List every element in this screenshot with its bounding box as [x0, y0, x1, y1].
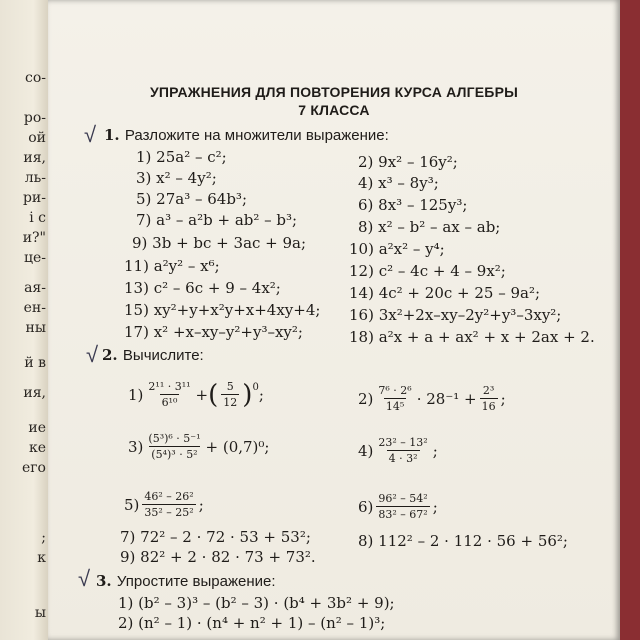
task3-item: 1) (b² – 3)³ – (b² – 3) · (b⁴ + 3b² + 9); [118, 594, 395, 612]
fraction [146, 380, 192, 409]
fraction [376, 436, 429, 465]
margin-fragment: ая- [24, 280, 46, 296]
fraction-denominator: 35² – 25² [144, 506, 194, 519]
check-mark-icon: √ [78, 566, 91, 591]
expr-label: 4) [358, 441, 374, 460]
fraction [146, 432, 202, 461]
margin-fragment: и?" [22, 230, 46, 246]
margin-fragment: це- [23, 250, 46, 266]
fraction-numerator: 23² – 13² [378, 436, 428, 449]
task1-heading [104, 126, 389, 144]
task1-item: 12) c² – 4c + 4 – 9x²; [349, 262, 506, 280]
margin-fragment: й в [24, 355, 46, 371]
task2-item: 9) 82² + 2 · 82 · 73 + 73². [120, 548, 316, 566]
operator: · 28⁻¹ + [416, 389, 477, 408]
margin-fragment: ри- [22, 190, 46, 206]
task1-item: 15) xy²+y+x²y+x+4xy+4; [124, 301, 321, 319]
margin-fragment: к [37, 550, 46, 566]
fraction-numerator: 2¹¹ · 3¹¹ [148, 380, 191, 393]
fraction-numerator: 96² – 54² [378, 492, 428, 505]
task2-expression-5 [124, 490, 204, 519]
check-mark-icon: √ [86, 342, 99, 367]
task2-expression-4 [358, 436, 438, 465]
margin-fragment: ен- [23, 300, 46, 316]
fraction-numerator: (5³)⁶ · 5⁻¹ [148, 432, 201, 445]
margin-fragment: его [21, 460, 46, 476]
task2-item: 7) 72² – 2 · 72 · 53 + 53²; [120, 528, 311, 546]
fraction-denominator: 12 [223, 396, 238, 409]
fraction [376, 384, 413, 413]
task1-item: 3) x² – 4y²; [136, 169, 217, 187]
expr-label: 3) [128, 437, 144, 456]
adjacent-page-edge [0, 0, 48, 640]
operator: + [195, 385, 209, 404]
task3-text: Упростите выражение: [116, 573, 276, 590]
margin-fragment: i с [29, 210, 46, 226]
fraction [480, 384, 498, 413]
fraction-numerator: 2³ [482, 384, 495, 397]
margin-fragment: ия, [23, 150, 46, 166]
fraction-numerator: 5 [226, 380, 234, 393]
margin-fragment: ны [25, 320, 46, 336]
task2-text: Вычислите: [122, 347, 204, 364]
task2-number: 2. [102, 346, 118, 364]
task1-item: 13) c² – 6c + 9 – 4x²; [124, 279, 281, 297]
fraction-denominator: 16 [481, 400, 496, 413]
margin-fragment: ке [28, 440, 46, 456]
task1-item: 11) a²y² – x⁶; [124, 257, 220, 275]
task1-item: 8) x² – b² – ax – ab; [358, 218, 501, 236]
fraction [142, 490, 195, 519]
task1-item: 9) 3b + bc + 3ac + 9a; [132, 234, 307, 252]
task1-item: 2) 9x² – 16y²; [358, 153, 458, 171]
task2-item: 8) 112² – 2 · 112 · 56 + 56²; [358, 532, 568, 550]
task1-item: 7) a³ – a²b + ab² – b³; [136, 211, 298, 229]
margin-fragment: ы [34, 605, 46, 621]
task1-item: 17) x² +x–xy–y²+y³–xy²; [124, 323, 303, 341]
fraction-numerator: 46² – 26² [144, 490, 194, 503]
expr-label: 6) [358, 497, 374, 516]
task2-expression-6 [358, 492, 438, 521]
task1-item: 14) 4c² + 20c + 25 – 9a²; [349, 284, 541, 302]
page-subtitle: 7 КЛАССА [298, 102, 370, 118]
margin-fragment: ль- [24, 170, 46, 186]
margin-fragment: ой [28, 130, 46, 146]
fraction-denominator: 4 · 3² [388, 452, 418, 465]
task2-expression-2 [358, 384, 506, 413]
page-title: УПРАЖНЕНИЯ ДЛЯ ПОВТОРЕНИЯ КУРСА АЛГЕБРЫ [149, 84, 519, 100]
margin-fragment: со- [25, 70, 46, 86]
task3-heading [96, 572, 276, 590]
task2-heading [102, 346, 204, 364]
task1-item: 4) x³ – 8y³; [358, 174, 439, 192]
margin-fragment: ие [28, 420, 46, 436]
fraction [221, 380, 239, 409]
expr-label: 2) [358, 389, 374, 408]
task1-item: 10) a²x² – y⁴; [349, 240, 445, 258]
task3-number: 3. [96, 572, 112, 590]
expr-end: ; [500, 389, 506, 408]
task1-item: 16) 3x²+2x–xy–2y²+y³–3xy²; [349, 306, 562, 324]
check-mark-icon: √ [84, 122, 97, 147]
parenthesized-fraction: ( $\frac{5}{12}$ ) 0 [208, 379, 259, 410]
task2-expression-3 [128, 432, 269, 461]
expr-end: ; [198, 495, 204, 514]
task1-item: 5) 27a³ – 64b³; [136, 190, 247, 208]
fraction-numerator: 7⁶ · 2⁶ [378, 384, 412, 397]
fraction-denominator: 6¹⁰ [161, 396, 178, 409]
task1-item: 6) 8x³ – 125y³; [358, 196, 468, 214]
task1-item: 1) 25a² – c²; [136, 148, 227, 166]
task1-number: 1. [104, 126, 120, 144]
fraction-denominator: 14⁵ [385, 400, 405, 413]
expr-tail: + (0,7)⁰; [205, 437, 270, 456]
margin-fragment: ро- [23, 110, 46, 126]
fraction-denominator: 83² – 67² [378, 508, 428, 521]
exponent: 0 [252, 382, 259, 393]
expr-label: 5) [124, 495, 140, 514]
task1-text: Разложите на множители выражение: [124, 127, 389, 144]
margin-fragment: ия, [23, 385, 46, 401]
task1-item: 18) a²x + a + ax² + x + 2ax + 2. [349, 328, 595, 346]
fraction-denominator: (5⁴)³ · 5² [151, 448, 198, 461]
expr-end: ; [258, 385, 264, 404]
margin-fragment: ; [41, 530, 46, 546]
textbook-page [48, 0, 620, 640]
fraction [376, 492, 429, 521]
expr-end: ; [432, 441, 438, 460]
expr-end: ; [432, 497, 438, 516]
task2-expression-1 [128, 380, 264, 409]
expr-label: 1) [128, 385, 144, 404]
task3-item: 2) (n² – 1) · (n⁴ + n² + 1) – (n² – 1)³; [118, 614, 386, 632]
